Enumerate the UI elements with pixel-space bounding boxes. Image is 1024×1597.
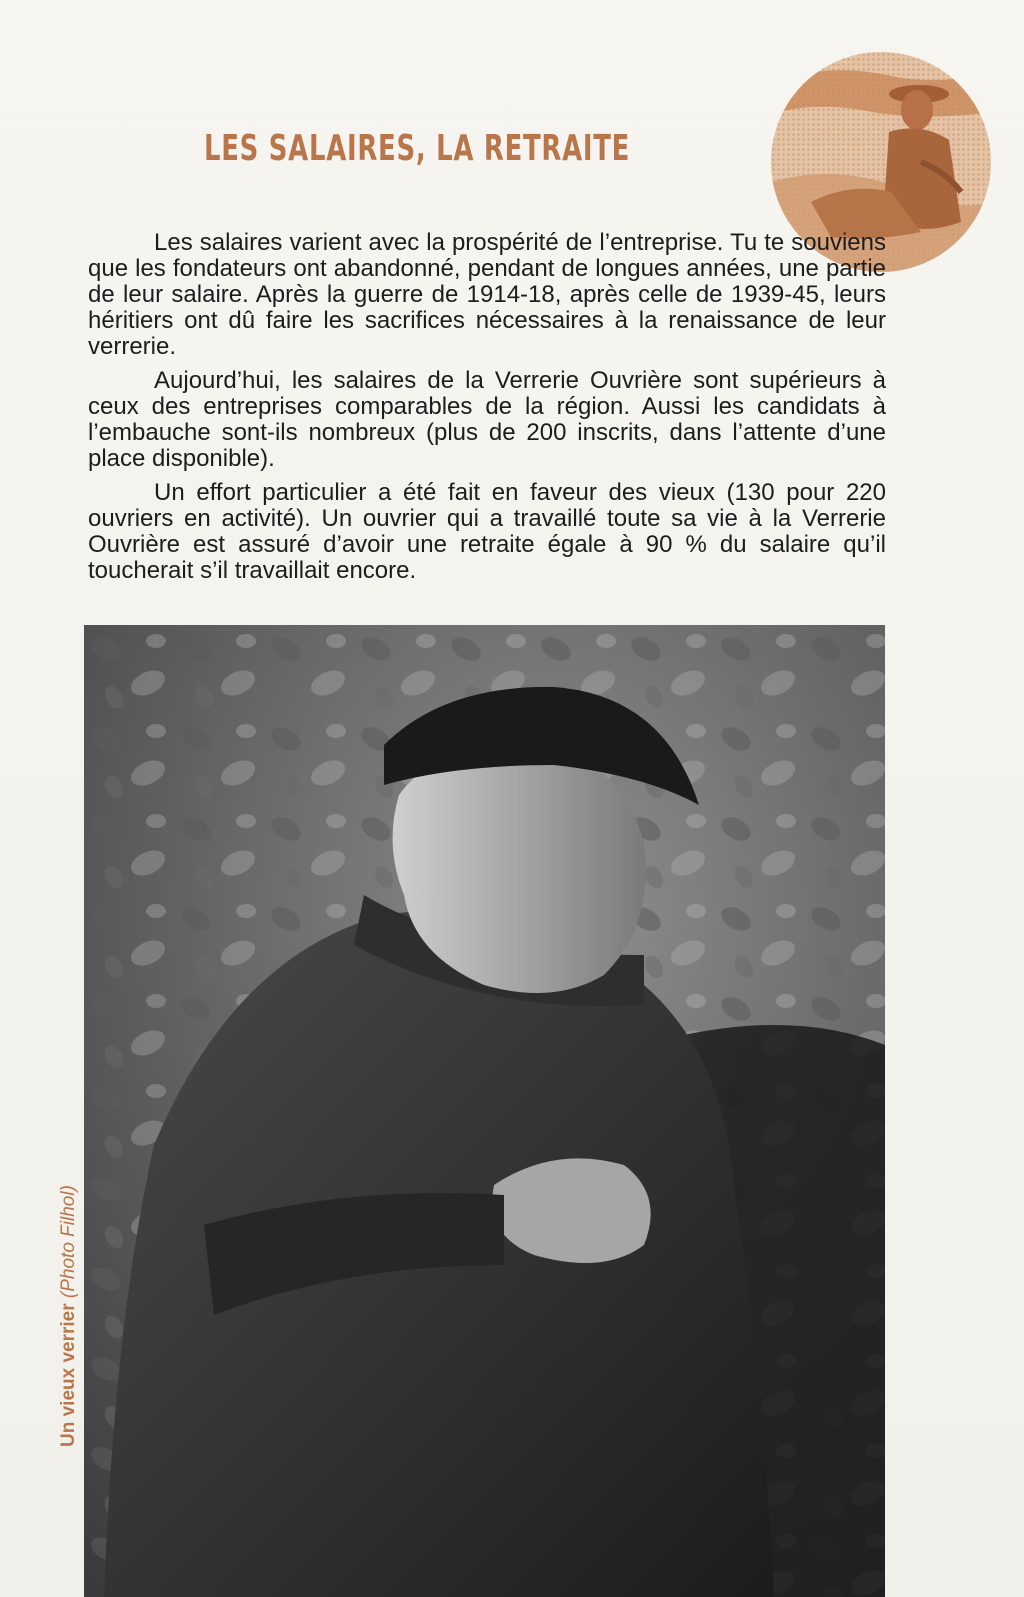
photo-caption <box>58 1185 80 1447</box>
caption-credit: (Photo Filhol) <box>58 1185 79 1299</box>
paragraph-retirement: Un effort particulier a été fait en faveur des vieux (130 pour 220 ouvriers en activité). Un ouvrier qui a travaillé toute sa vie à la Verrerie Ouvrière est assuré d’avoir une retraite égale à 90 % du salaire qu’il toucherait s’il travaillait encore. <box>88 479 886 584</box>
old-glassworker-photo <box>84 625 885 1597</box>
caption-title: Un vieux verrier <box>58 1303 79 1447</box>
page-title: LES SALAIRES, LA RETRAITE <box>204 128 631 169</box>
paragraph-today: Aujourd’hui, les salaires de la Verrerie Ouvrière sont supérieurs à ceux des entreprises comparables de la région. Aussi les candidats à l’embauche sont-ils nombreux (plus de 200 inscrits, dans l’attente d’une place disponible). <box>88 367 886 472</box>
paragraph-salaries: Les salaires varient avec la prospérité de l’entreprise. Tu te souviens que les fondateurs ont abandonné, pendant de longues années, une partie de leur salaire. Après la guerre de 1914-18, après celle de 1939-45, leurs héritiers ont dû faire les sacrifices nécessaires à la renaissance de leur verrerie. <box>88 229 886 360</box>
article-body <box>88 230 886 592</box>
portrait-illustration <box>84 625 885 1597</box>
